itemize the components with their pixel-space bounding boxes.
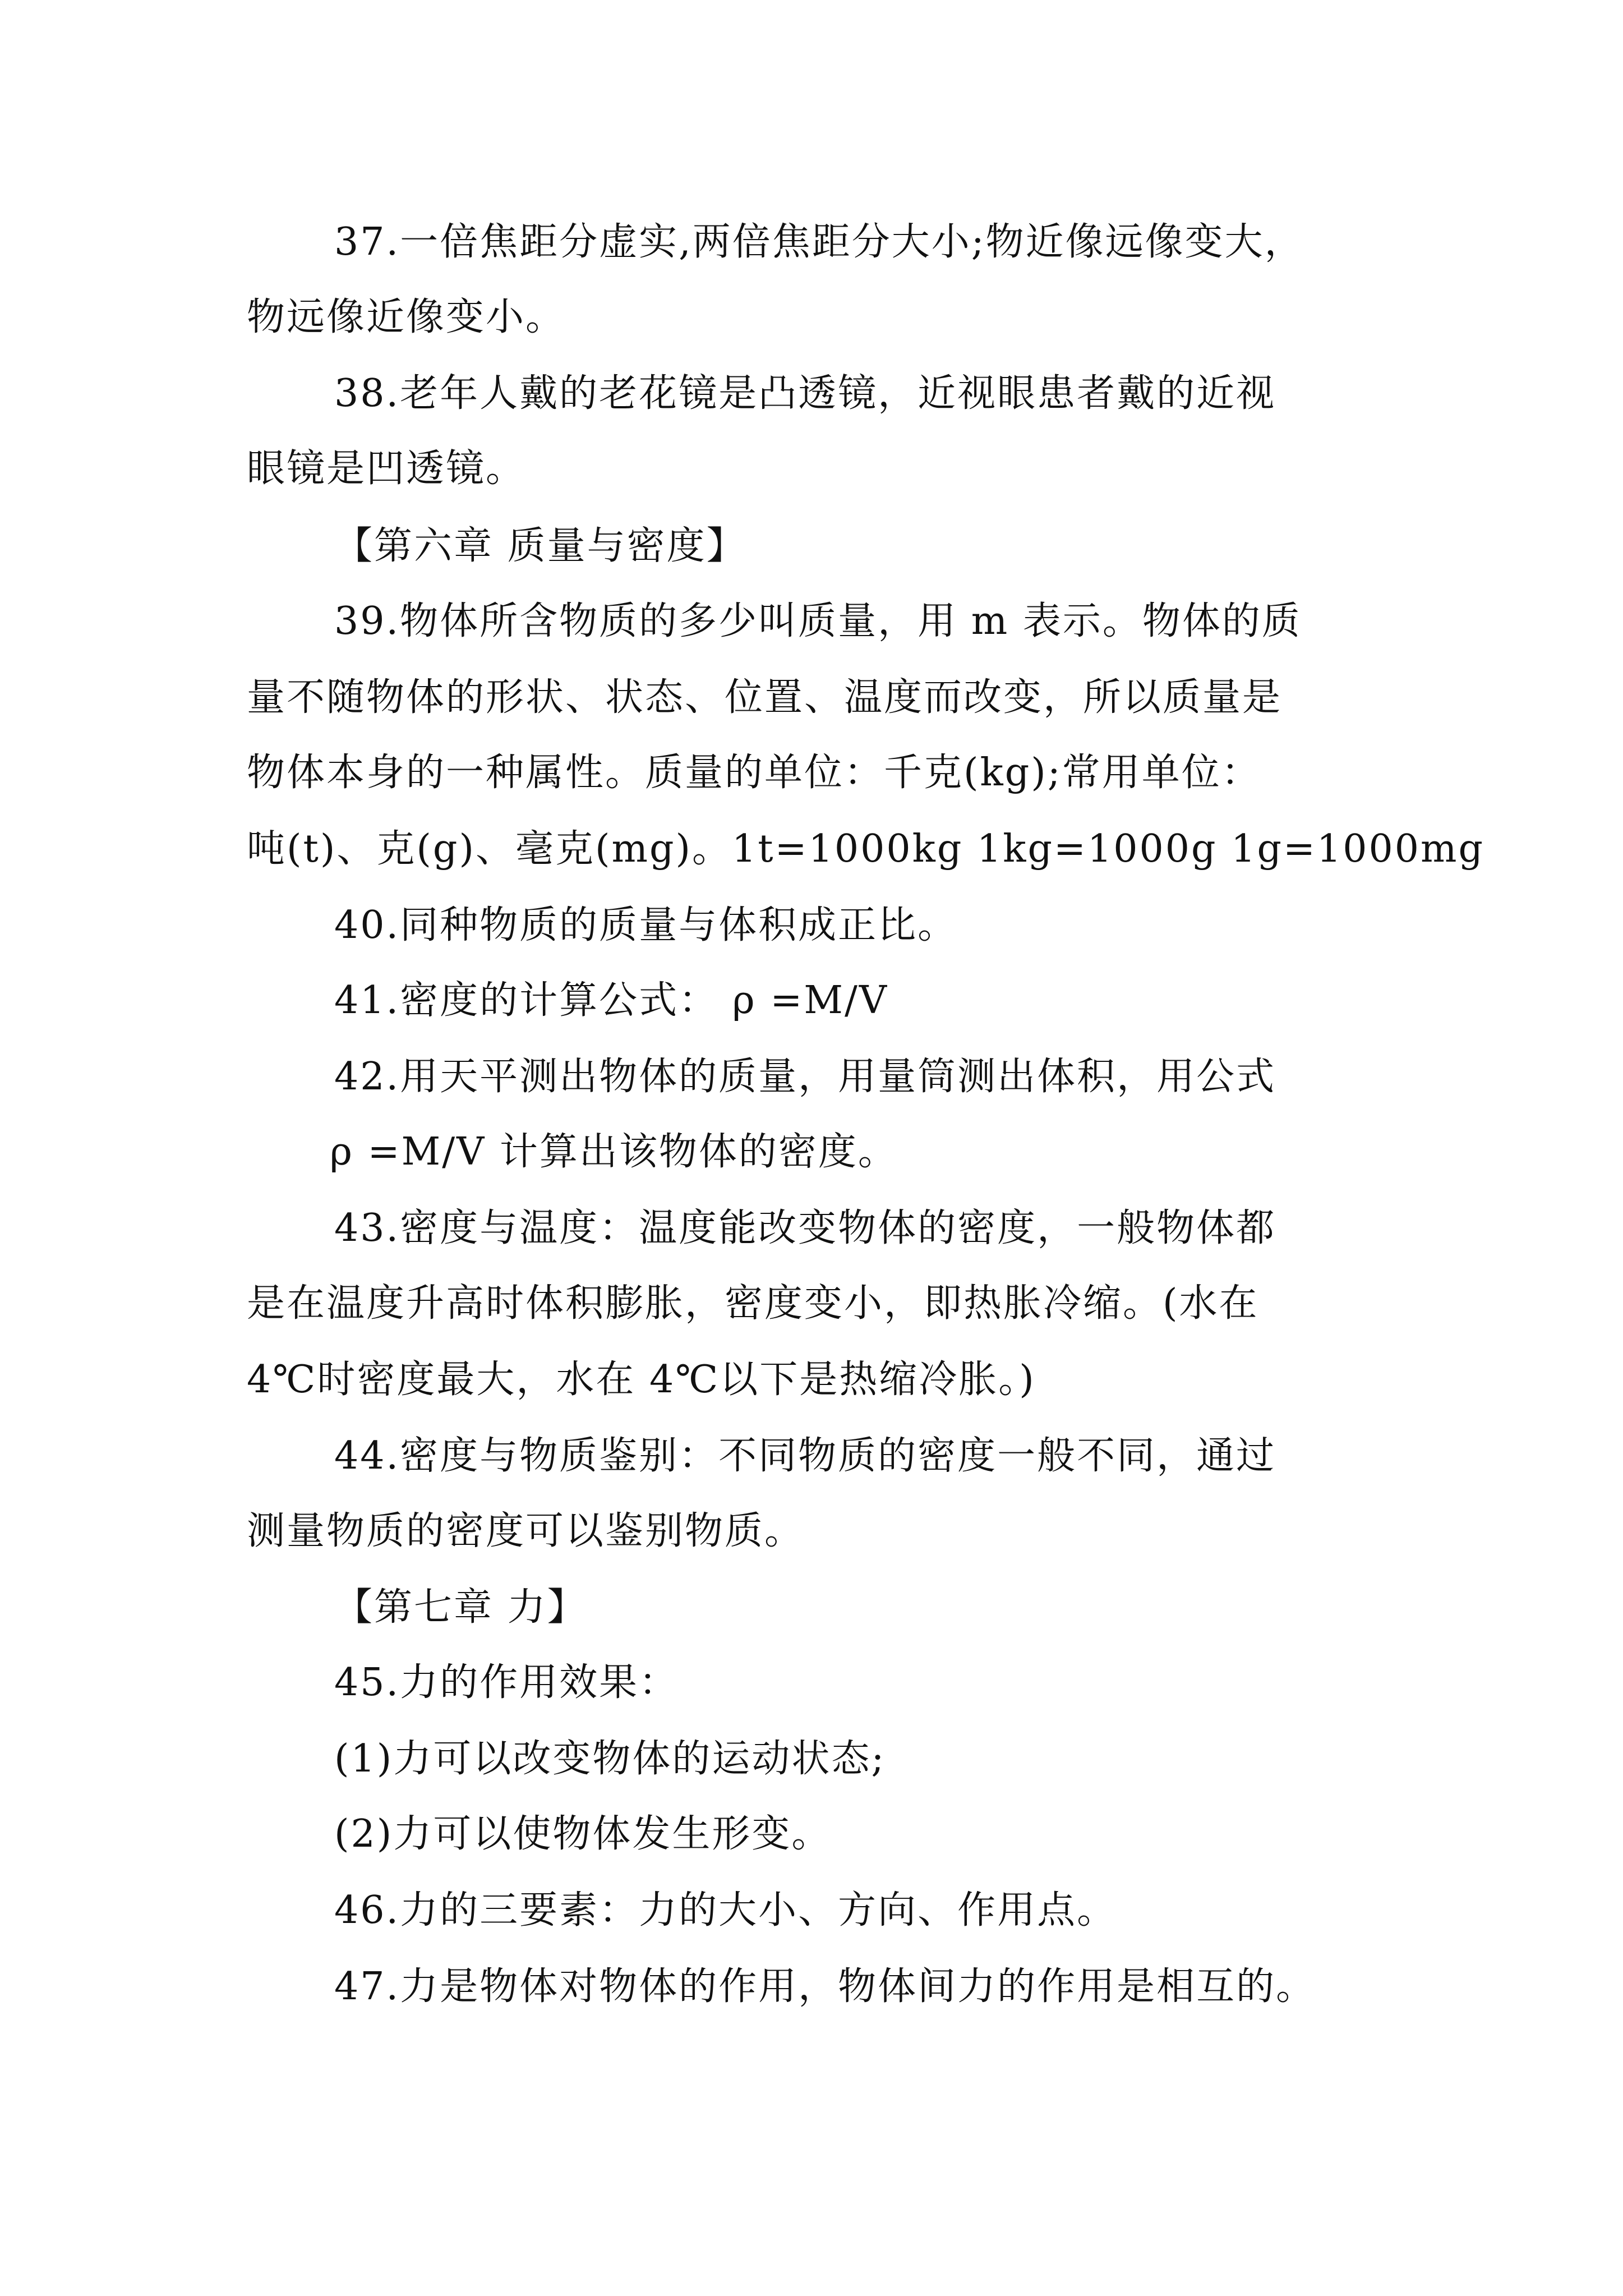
- list-item: (1)力可以改变物体的运动状态;: [334, 1737, 886, 1781]
- paragraph-line: 45.力的作用效果：: [334, 1660, 679, 1705]
- paragraph-line: ρ =M/V 计算出该物体的密度。: [330, 1130, 898, 1174]
- paragraph-line: 42.用天平测出物体的质量，用量筒测出体积，用公式: [334, 1055, 1276, 1099]
- paragraph-line: 47.力是物体对物体的作用，物体间力的作用是相互的。: [334, 1964, 1316, 2009]
- paragraph-line: 37.一倍焦距分虚实,两倍焦距分大小;物近像远像变大，: [334, 220, 1304, 264]
- chapter-heading: 【第六章 质量与密度】: [334, 524, 746, 568]
- paragraph-line: 46.力的三要素：力的大小、方向、作用点。: [334, 1888, 1117, 1932]
- paragraph-line: 眼镜是凹透镜。: [247, 447, 526, 491]
- paragraph-line: 39.物体所含物质的多少叫质量，用 m 表示。物体的质: [334, 599, 1302, 643]
- paragraph-line: 41.密度的计算公式： ρ =M/V: [334, 978, 888, 1023]
- paragraph-line: 吨(t)、克(g)、毫克(mg)。1t=1000kg 1kg=1000g 1g=1000mg: [247, 827, 1485, 871]
- paragraph-line: 测量物质的密度可以鉴别物质。: [247, 1509, 805, 1553]
- paragraph-line: 44.密度与物质鉴别：不同物质的密度一般不同，通过: [334, 1434, 1276, 1478]
- paragraph-line: 物体本身的一种属性。质量的单位：千克(kg);常用单位：: [247, 751, 1261, 795]
- paragraph-line: 4℃时密度最大，水在 4℃以下是热缩冷胀。): [247, 1358, 1036, 1402]
- paragraph-line: 38.老年人戴的老花镜是凸透镜，近视眼患者戴的近视: [334, 371, 1276, 416]
- chapter-heading: 【第七章 力】: [334, 1585, 587, 1630]
- paragraph-line: 40.同种物质的质量与体积成正比。: [334, 903, 958, 947]
- paragraph-line: 是在温度升高时体积膨胀，密度变小，即热胀冷缩。(水在: [247, 1281, 1259, 1326]
- paragraph-line: 43.密度与温度：温度能改变物体的密度，一般物体都: [334, 1206, 1276, 1250]
- paragraph-line: 物远像近像变小。: [247, 295, 566, 339]
- paragraph-line: 量不随物体的形状、状态、位置、温度而改变，所以质量是: [247, 675, 1283, 720]
- list-item: (2)力可以使物体发生形变。: [334, 1812, 832, 1856]
